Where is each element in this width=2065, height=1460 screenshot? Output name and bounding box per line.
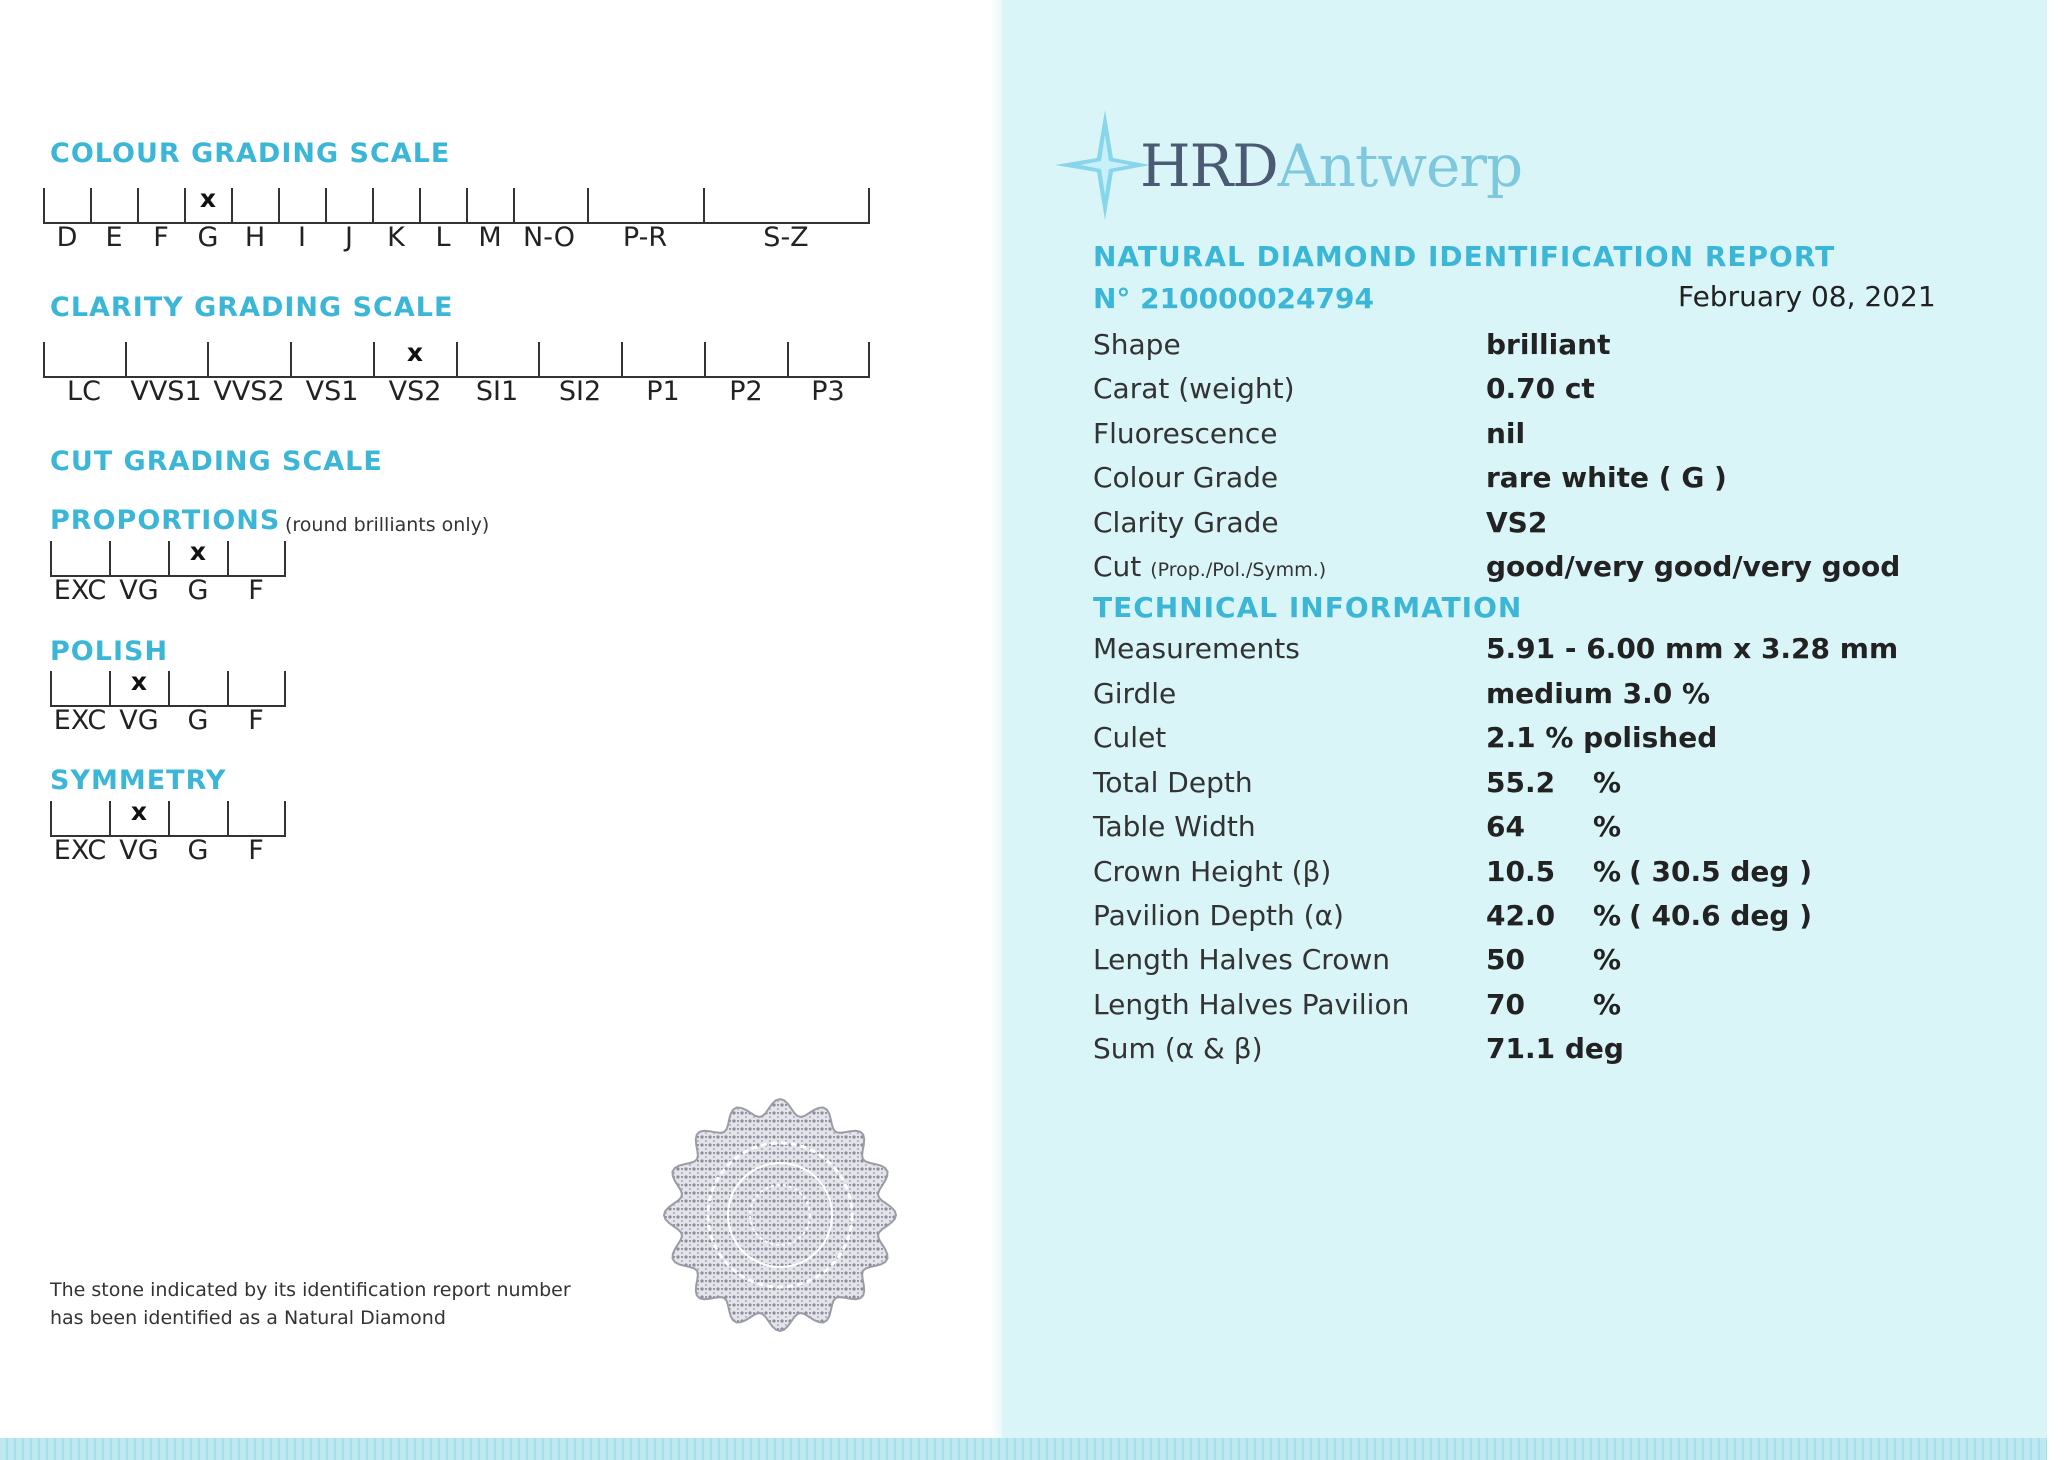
- clarity-grading-scale: [43, 338, 870, 407]
- page-edge: [2047, 0, 2065, 1460]
- polish-scale-tick: [227, 671, 229, 705]
- polish-scale-label: G: [187, 705, 209, 736]
- proportions-scale-tick: [50, 541, 52, 575]
- length-halves-pavilion-unit: %: [1593, 988, 1622, 1021]
- colour-grade-row: [1093, 461, 1993, 501]
- table-width-unit: %: [1593, 810, 1622, 843]
- colour-scale-tick: [43, 188, 45, 222]
- total-depth-row: [1093, 766, 1993, 806]
- carat-label: Carat (weight): [1093, 372, 1295, 405]
- clarity-scale-tick: [868, 342, 870, 376]
- hologram-seal-icon: [660, 1095, 900, 1335]
- cut-row: [1093, 550, 1993, 590]
- fluorescence-value: nil: [1486, 417, 1526, 450]
- shape-label: Shape: [1093, 328, 1181, 361]
- symmetry-scale-tick: [284, 801, 286, 835]
- clarity-scale-tick: [456, 342, 458, 376]
- girdle-value: medium 3.0 %: [1486, 677, 1711, 710]
- girdle-label: Girdle: [1093, 677, 1177, 710]
- clarity-scale-label: VS2: [388, 376, 442, 407]
- crown-height-angle: ( 30.5 deg ): [1629, 855, 1812, 888]
- pavilion-depth-value: 42.0: [1486, 899, 1556, 932]
- pavilion-depth-row: [1093, 899, 1993, 939]
- proportions-scale-label: G: [187, 575, 209, 606]
- length-halves-pavilion-row: [1093, 988, 1993, 1028]
- proportions-scale-tick: [284, 541, 286, 575]
- clarity-scale-tick: [704, 342, 706, 376]
- colour-scale-tick: [513, 188, 515, 222]
- colour-scale-tick: [184, 188, 186, 222]
- colour-scale-label: P-R: [622, 222, 668, 253]
- colour-scale-selected-mark: x: [199, 184, 217, 213]
- polish-scale: [50, 667, 286, 736]
- colour-scale-label: E: [105, 222, 123, 253]
- logo-hrd-text: HRD: [1140, 132, 1278, 200]
- measurements-row: [1093, 632, 1993, 672]
- measurements-label: Measurements: [1093, 632, 1300, 665]
- pavilion-depth-label: Pavilion Depth (α): [1093, 899, 1344, 932]
- clarity-scale-tick: [373, 342, 375, 376]
- sum-value: 71.1 deg: [1486, 1032, 1624, 1065]
- bottom-band: [0, 1438, 2047, 1460]
- length-halves-crown-unit: %: [1593, 943, 1622, 976]
- polish-scale-label: EXC: [53, 705, 107, 736]
- colour-scale-tick: [90, 188, 92, 222]
- colour-grading-scale: [43, 184, 870, 253]
- clarity-scale-tick: [43, 342, 45, 376]
- clarity-scale-label: VVS1: [130, 376, 202, 407]
- colour-scale-tick: [278, 188, 280, 222]
- colour-scale-tick: [137, 188, 139, 222]
- polish-scale-label: VG: [119, 705, 159, 736]
- cut-label-group: [1093, 550, 1326, 583]
- length-halves-crown-value: 50: [1486, 943, 1525, 976]
- carat-row: [1093, 372, 1993, 412]
- total-depth-label: Total Depth: [1093, 766, 1253, 799]
- colour-scale-label: G: [197, 222, 219, 253]
- cut-label: Cut: [1093, 550, 1142, 583]
- symmetry-heading: SYMMETRY: [50, 765, 227, 796]
- proportions-scale-selected-mark: x: [189, 537, 207, 566]
- symmetry-scale-tick: [109, 801, 111, 835]
- colour-scale-label: D: [56, 222, 78, 253]
- crown-height-unit: %: [1593, 855, 1622, 888]
- proportions-scale-label: VG: [119, 575, 159, 606]
- clarity-grading-heading: CLARITY GRADING SCALE: [50, 292, 454, 323]
- clarity-scale-label: P2: [729, 376, 763, 407]
- clarity-scale-tick: [787, 342, 789, 376]
- shape-value: brilliant: [1486, 328, 1611, 361]
- polish-scale-tick: [168, 671, 170, 705]
- symmetry-scale-tick: [50, 801, 52, 835]
- proportions-scale: [50, 537, 286, 606]
- colour-scale-tick: [703, 188, 705, 222]
- measurements-value: 5.91 - 6.00 mm x 3.28 mm: [1486, 632, 1899, 665]
- shape-row: [1093, 328, 1993, 368]
- clarity-scale-tick: [290, 342, 292, 376]
- length-halves-pavilion-value: 70: [1486, 988, 1525, 1021]
- crown-height-value: 10.5: [1486, 855, 1556, 888]
- symmetry-scale-label: F: [248, 835, 264, 866]
- clarity-scale-tick: [125, 342, 127, 376]
- proportions-scale-label: EXC: [53, 575, 107, 606]
- colour-scale-tick: [419, 188, 421, 222]
- clarity-scale-selected-mark: x: [406, 338, 424, 367]
- colour-scale-label: N-O: [523, 222, 575, 253]
- proportions-scale-tick: [109, 541, 111, 575]
- cut-value: good/very good/very good: [1486, 550, 1901, 583]
- colour-scale-label: H: [244, 222, 266, 253]
- report-title: NATURAL DIAMOND IDENTIFICATION REPORT: [1093, 240, 1836, 273]
- logo-antwerp-text: Antwerp: [1277, 132, 1523, 200]
- report-date: February 08, 2021: [1678, 280, 1936, 313]
- clarity-grade-label: Clarity Grade: [1093, 506, 1279, 539]
- colour-scale-label: K: [387, 222, 405, 253]
- colour-scale-tick: [587, 188, 589, 222]
- proportions-scale-tick: [227, 541, 229, 575]
- colour-grade-value: rare white ( G ): [1486, 461, 1727, 494]
- fluorescence-label: Fluorescence: [1093, 417, 1278, 450]
- symmetry-scale-label: EXC: [53, 835, 107, 866]
- clarity-scale-label: VVS2: [213, 376, 285, 407]
- symmetry-scale-label: G: [187, 835, 209, 866]
- hrd-antwerp-logo: [1140, 132, 1522, 200]
- proportions-note: (round brilliants only): [285, 514, 490, 536]
- table-width-row: [1093, 810, 1993, 850]
- polish-scale-selected-mark: x: [130, 667, 148, 696]
- colour-scale-tick: [372, 188, 374, 222]
- colour-scale-label: L: [435, 222, 451, 253]
- proportions-heading: PROPORTIONS: [50, 505, 281, 536]
- statement-line-1: The stone indicated by its identification report number: [50, 1279, 571, 1301]
- pavilion-depth-unit: %: [1593, 899, 1622, 932]
- sum-label: Sum (α & β): [1093, 1032, 1263, 1065]
- crown-height-label: Crown Height (β): [1093, 855, 1332, 888]
- length-halves-pavilion-label: Length Halves Pavilion: [1093, 988, 1410, 1021]
- cut-grading-heading: CUT GRADING SCALE: [50, 446, 383, 477]
- clarity-scale-label: SI1: [475, 376, 519, 407]
- colour-scale-tick: [466, 188, 468, 222]
- clarity-scale-label: VS1: [305, 376, 359, 407]
- colour-grade-label: Colour Grade: [1093, 461, 1279, 494]
- clarity-scale-tick: [538, 342, 540, 376]
- statement-line-2: has been identified as a Natural Diamond: [50, 1307, 446, 1329]
- symmetry-scale-selected-mark: x: [130, 797, 148, 826]
- colour-scale-tick: [868, 188, 870, 222]
- polish-scale-label: F: [248, 705, 264, 736]
- clarity-scale-label: SI2: [558, 376, 602, 407]
- colour-scale-label: J: [345, 222, 353, 253]
- clarity-scale-tick: [621, 342, 623, 376]
- table-width-value: 64: [1486, 810, 1525, 843]
- pavilion-depth-angle: ( 40.6 deg ): [1629, 899, 1812, 932]
- polish-scale-tick: [109, 671, 111, 705]
- colour-scale-label: F: [153, 222, 169, 253]
- colour-scale-tick: [231, 188, 233, 222]
- symmetry-scale-label: VG: [119, 835, 159, 866]
- girdle-row: [1093, 677, 1993, 717]
- technical-information-heading: TECHNICAL INFORMATION: [1093, 591, 1523, 624]
- report-number: N° 210000024794: [1093, 282, 1374, 315]
- symmetry-scale: [50, 797, 286, 866]
- symmetry-scale-tick: [227, 801, 229, 835]
- clarity-scale-label: P1: [646, 376, 680, 407]
- cut-note: (Prop./Pol./Symm.): [1150, 559, 1327, 581]
- colour-scale-tick: [325, 188, 327, 222]
- natural-diamond-statement: [50, 1276, 571, 1332]
- total-depth-value: 55.2: [1486, 766, 1556, 799]
- clarity-scale-label: LC: [67, 376, 101, 407]
- culet-value: 2.1 % polished: [1486, 721, 1718, 754]
- colour-scale-label: I: [298, 222, 306, 253]
- sum-row: [1093, 1032, 1993, 1072]
- clarity-grade-row: [1093, 506, 1993, 546]
- proportions-scale-label: F: [248, 575, 264, 606]
- colour-scale-label: S-Z: [763, 222, 809, 253]
- fluorescence-row: [1093, 417, 1993, 457]
- length-halves-crown-row: [1093, 943, 1993, 983]
- clarity-scale-tick: [207, 342, 209, 376]
- total-depth-unit: %: [1593, 766, 1622, 799]
- clarity-scale-label: P3: [811, 376, 845, 407]
- polish-scale-tick: [50, 671, 52, 705]
- culet-label: Culet: [1093, 721, 1167, 754]
- polish-heading: POLISH: [50, 636, 169, 667]
- colour-grading-heading: COLOUR GRADING SCALE: [50, 138, 451, 169]
- proportions-scale-tick: [168, 541, 170, 575]
- length-halves-crown-label: Length Halves Crown: [1093, 943, 1390, 976]
- crown-height-row: [1093, 855, 1993, 895]
- clarity-grade-value: VS2: [1486, 506, 1548, 539]
- carat-value: 0.70 ct: [1486, 372, 1595, 405]
- symmetry-scale-tick: [168, 801, 170, 835]
- polish-scale-tick: [284, 671, 286, 705]
- colour-scale-label: M: [478, 222, 502, 253]
- table-width-label: Table Width: [1093, 810, 1256, 843]
- culet-row: [1093, 721, 1993, 761]
